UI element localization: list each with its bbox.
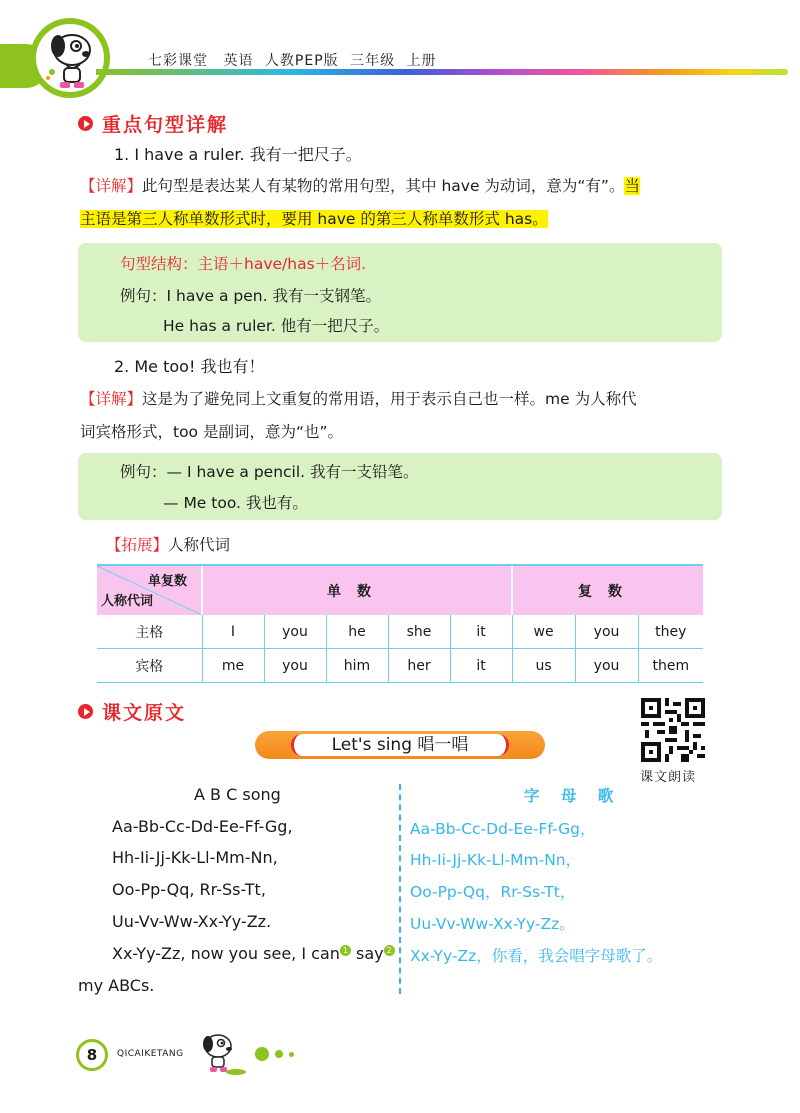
decor-dot-large <box>255 1047 269 1061</box>
song-line-english: Aa-Bb-Cc-Dd-Ee-Ff-Gg, <box>112 817 293 836</box>
table-cell: he <box>326 615 388 649</box>
table-row-subject <box>97 615 703 649</box>
table-cell: I <box>202 615 264 649</box>
explain-2-line-1 <box>80 387 637 411</box>
header-subject: 英语 <box>223 53 254 69</box>
lets-sing-banner <box>255 731 545 759</box>
explain-text: 这是为了避免同上文重复的常用语，用于表示自己也一样。me 为人称代 <box>142 390 637 408</box>
sentence-1 <box>114 143 362 167</box>
pronoun-table <box>97 566 703 683</box>
footnote-marker: 1 <box>340 945 351 956</box>
song-line-chinese: Uu-Vv-Ww-Xx-Yy-Zz。 <box>410 915 575 933</box>
section-title: 课文原文 <box>102 702 187 724</box>
decor-dot-medium <box>275 1050 283 1058</box>
sentence-english: Me too! <box>134 357 196 376</box>
header-series: 七彩课堂 <box>148 53 208 69</box>
song-line-chinese: Oo-Pp-Qq，Rr-Ss-Tt， <box>410 883 576 901</box>
sentence-structure: 句型结构：主语＋have/has＋名词. <box>120 255 367 273</box>
dog-mascot-icon <box>36 24 104 92</box>
song-line-chinese: Hh-Ii-Jj-Kk-Ll-Mm-Nn， <box>410 851 582 869</box>
dialog-example-1 <box>120 460 419 484</box>
header-volume: 上册 <box>406 53 437 69</box>
section-heading-text <box>78 698 186 725</box>
sentence-chinese: 我也有！ <box>200 357 265 376</box>
example-chinese: 我有一支铅笔。 <box>310 463 419 481</box>
extension-heading <box>106 533 230 557</box>
section-heading-key-sentences <box>78 110 228 137</box>
footnote-marker: 2 <box>384 945 395 956</box>
song-line-english: Hh-Ii-Jj-Kk-Ll-Mm-Nn, <box>112 848 278 867</box>
dialog-dash: — <box>163 494 179 512</box>
example-english: I have a pen. <box>166 287 268 305</box>
corner-label-pronoun: 人称代词 <box>101 594 154 609</box>
extension-tag: 【拓展】 <box>106 536 169 554</box>
dialog-example-2 <box>163 491 308 515</box>
table-cell: her <box>388 649 450 683</box>
qr-code[interactable] <box>641 698 705 762</box>
explain-tag: 【详解】 <box>80 390 143 408</box>
song-line-text: say <box>350 944 384 963</box>
section-title: 重点句型详解 <box>102 114 229 136</box>
example-chinese: 我也有。 <box>245 494 308 512</box>
sentence-chinese: 我有一把尺子。 <box>249 145 362 164</box>
table-cell: it <box>450 649 512 683</box>
explain-1-line-2 <box>80 207 548 231</box>
play-bullet-icon <box>78 116 93 131</box>
song-line-chinese: Xx-Yy-Zz，你看，我会唱字母歌了。 <box>410 947 663 965</box>
song-line-english: Oo-Pp-Qq, Rr-Ss-Tt, <box>112 880 266 899</box>
mascot-logo <box>30 18 110 98</box>
header-title <box>148 50 447 70</box>
dialog-dash: — <box>166 463 183 481</box>
header-edition: 人教PEP版 <box>264 53 339 69</box>
table-cell: them <box>638 649 703 683</box>
table-cell: it <box>450 615 512 649</box>
explain-tag: 【详解】 <box>80 177 143 195</box>
table-cell: him <box>326 649 388 683</box>
rainbow-header-bar <box>96 69 788 75</box>
song-title-chinese: 字 母 歌 <box>524 787 622 805</box>
table-cell: we <box>512 615 575 649</box>
table-cell: us <box>512 649 575 683</box>
sentence-english: I have a ruler. <box>134 145 245 164</box>
banner-title: Let's sing 唱一唱 <box>291 734 509 756</box>
qr-caption: 课文朗读 <box>640 770 697 785</box>
highlight-text: 当 <box>624 177 640 195</box>
singular-label: 单数 <box>327 583 388 600</box>
qr-code-icon <box>641 698 705 762</box>
song-line-chinese: Aa-Bb-Cc-Dd-Ee-Ff-Gg， <box>410 820 596 838</box>
table-cell: you <box>264 649 326 683</box>
example-2 <box>163 314 389 338</box>
song-line-english: Uu-Vv-Ww-Xx-Yy-Zz. <box>112 912 272 931</box>
table-cell: she <box>388 615 450 649</box>
table-header-row <box>97 566 703 615</box>
song-line-english-wrap: my ABCs. <box>78 976 155 995</box>
example-label: 例句： <box>120 463 167 481</box>
dog-mascot-footer-icon <box>196 1030 252 1078</box>
example-label: 例句： <box>120 287 167 305</box>
table-cell: you <box>575 615 638 649</box>
table-cell: you <box>264 615 326 649</box>
row-label: 主格 <box>97 615 202 649</box>
song-line-text: Xx-Yy-Zz, now you see, I can <box>112 944 340 963</box>
song-title-english: A B C song <box>194 785 281 804</box>
table-cell: you <box>575 649 638 683</box>
footer-brand: QICAIKETANG <box>117 1049 184 1059</box>
header-plural <box>512 566 703 615</box>
header-singular <box>202 566 512 615</box>
play-bullet-icon <box>78 704 93 719</box>
explain-text: 此句型是表达某人有某物的常用句型，其中 have 为动词，意为“有”。 <box>142 177 625 195</box>
highlight-text: 主语是第三人称单数形式时，要用 have 的第三人称单数形式 has。 <box>80 210 548 228</box>
example-english: I have a pencil. <box>186 463 306 481</box>
plural-label: 复数 <box>578 583 639 600</box>
table-row-object <box>97 649 703 683</box>
example-1 <box>120 284 381 308</box>
song-line-english-last <box>112 944 395 963</box>
header-grade: 三年级 <box>350 53 396 69</box>
example-english: He has a ruler. <box>163 317 276 335</box>
sentence-2 <box>114 355 264 379</box>
table-cell: me <box>202 649 264 683</box>
table-corner-cell <box>97 566 202 615</box>
sentence-number: 2. <box>114 357 130 376</box>
column-divider <box>399 784 401 994</box>
table-cell: they <box>638 615 703 649</box>
explain-1-line-1 <box>80 174 640 198</box>
sentence-number: 1. <box>114 145 130 164</box>
page-number: 8 <box>76 1039 108 1071</box>
example-english: Me too. <box>183 494 241 512</box>
row-label: 宾格 <box>97 649 202 683</box>
corner-label-number: 单复数 <box>147 574 187 589</box>
example-chinese: 我有一支钢笔。 <box>272 287 381 305</box>
example-chinese: 他有一把尺子。 <box>280 317 390 335</box>
explain-2-line-2: 词宾格形式，too 是副词，意为“也”。 <box>80 423 344 441</box>
extension-title: 人称代词 <box>168 536 231 554</box>
decor-dot-small <box>289 1052 294 1057</box>
